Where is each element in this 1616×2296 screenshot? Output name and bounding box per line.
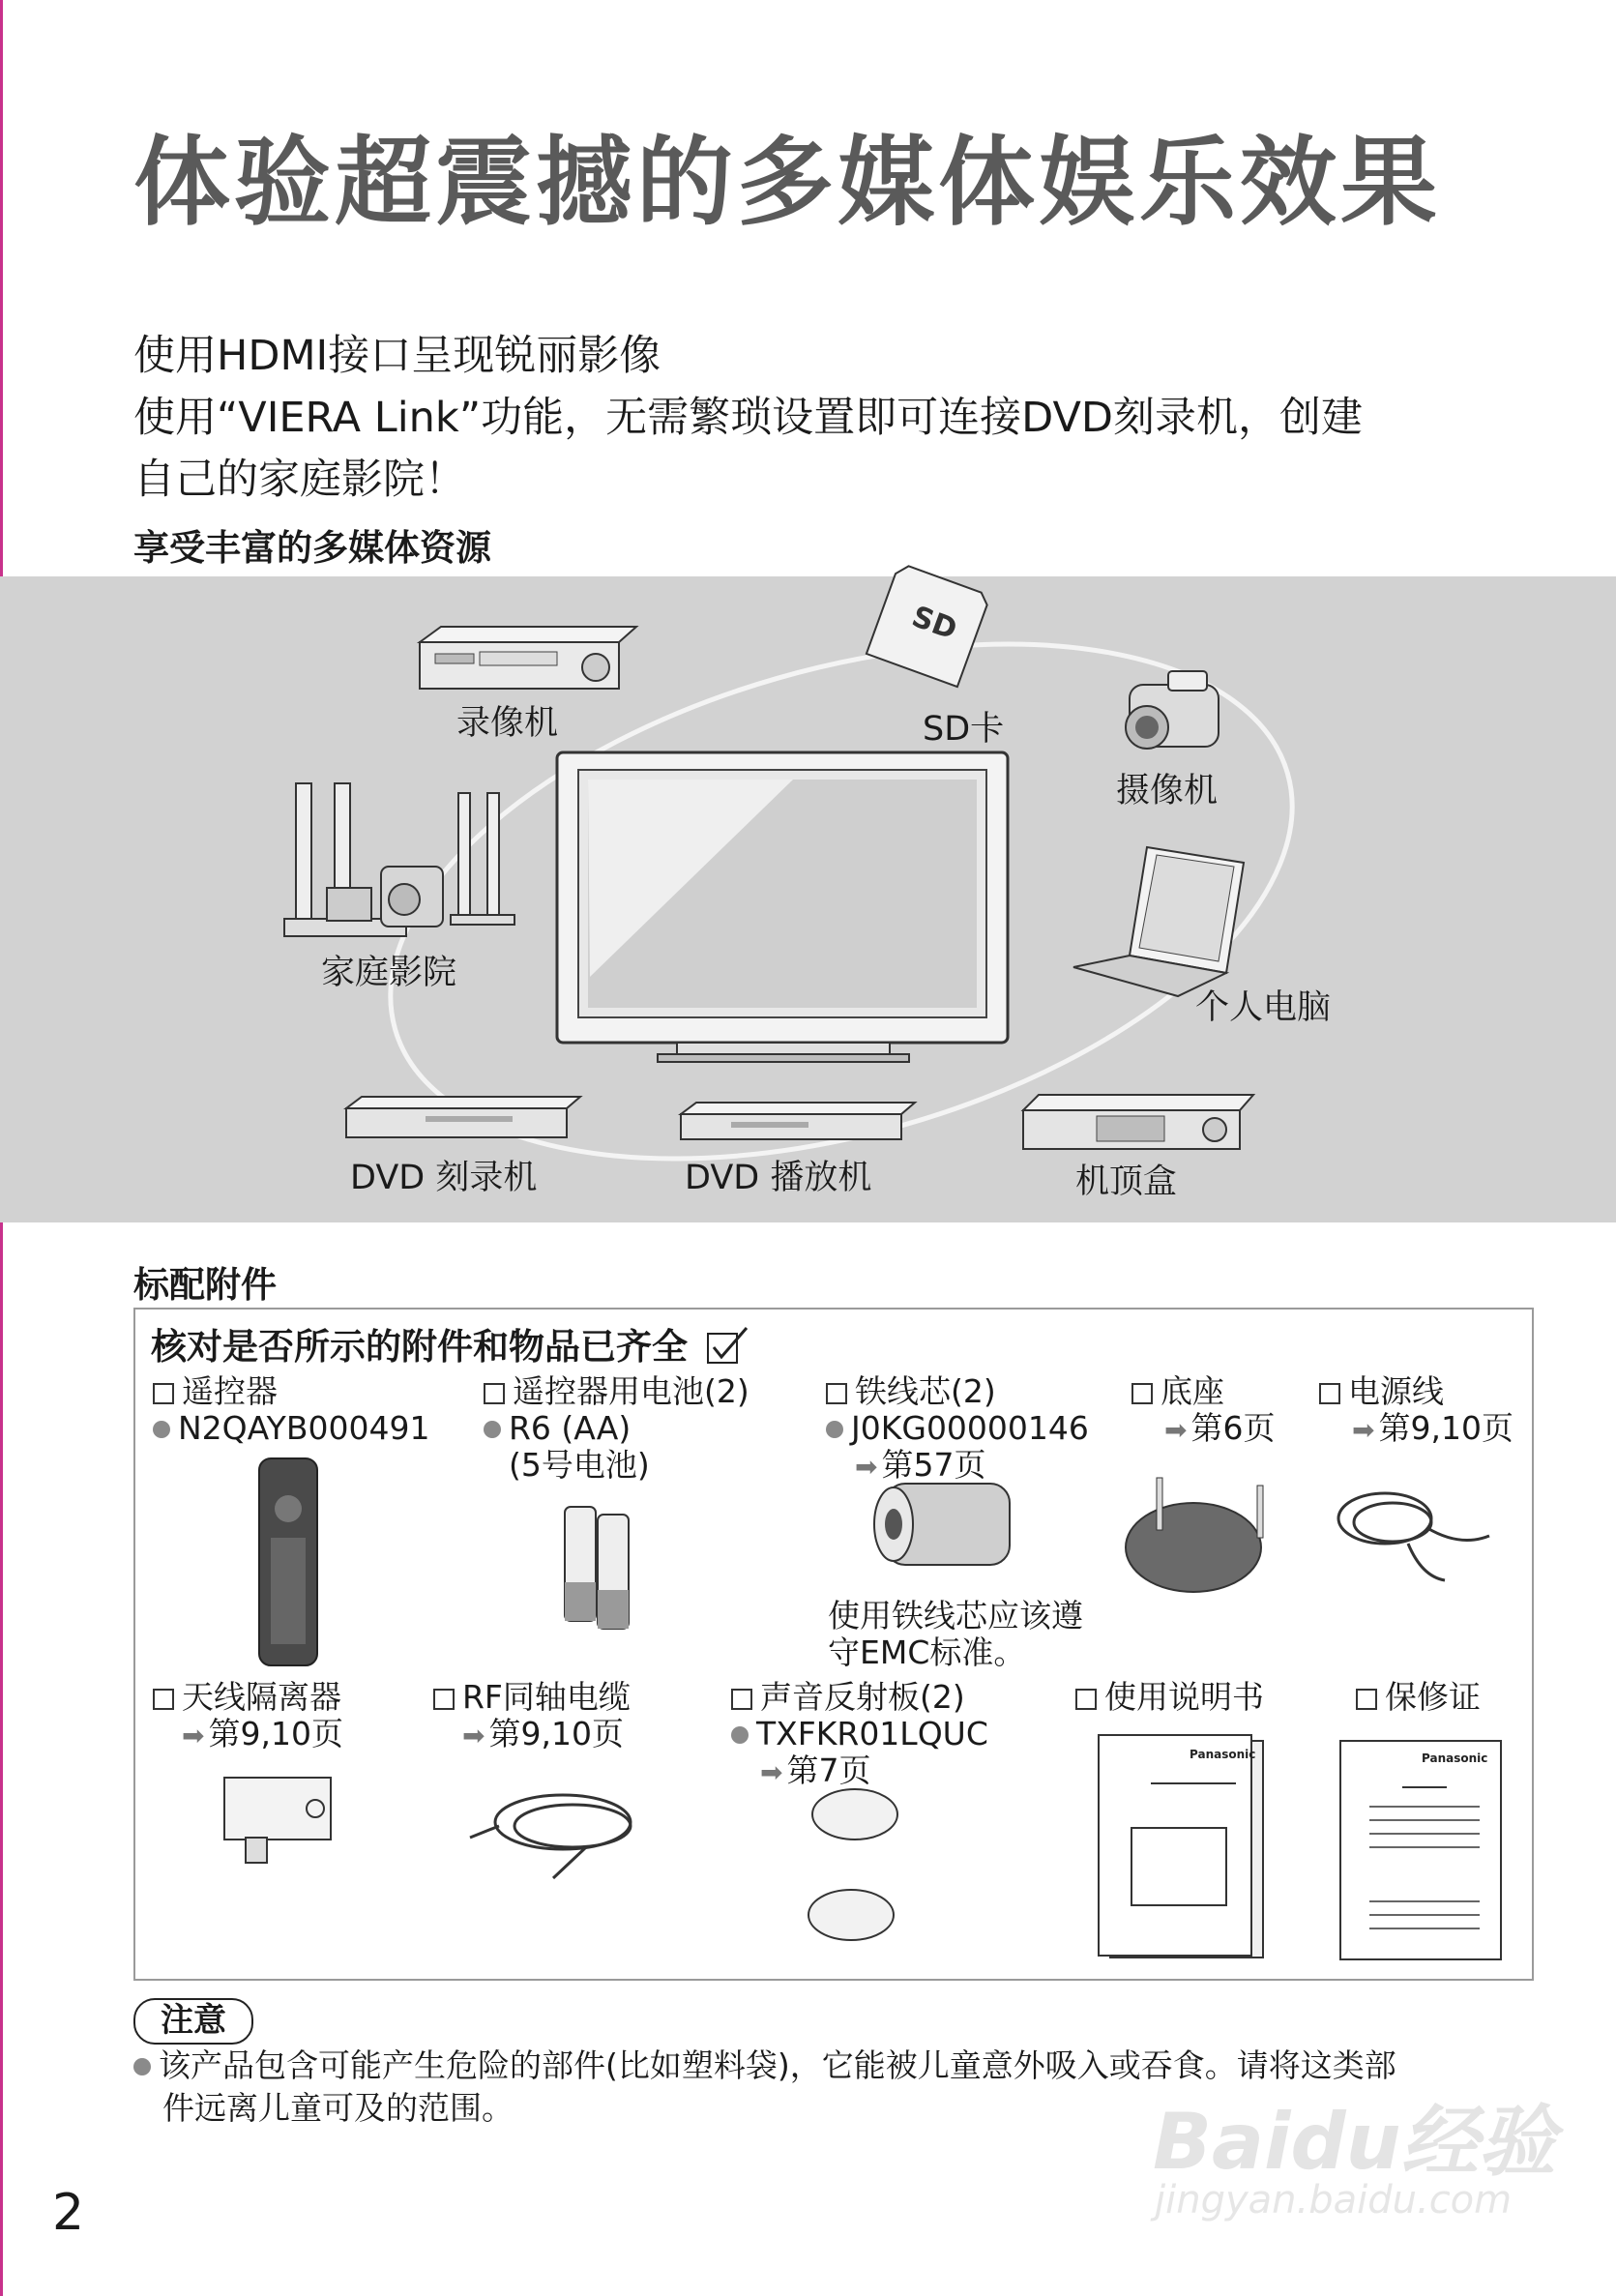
warranty-illustration [1340, 1741, 1501, 1959]
ferrite-core-illustration [874, 1484, 1010, 1565]
caution-line: 件远离儿童可及的范围。 [162, 2089, 514, 2127]
check-title-text: 核对是否所示的附件和物品已齐全 [151, 1326, 688, 1368]
label-home-theater: 家庭影院 [321, 954, 457, 992]
ferrite-note-line: 使用铁线芯应该遵 [828, 1597, 1083, 1634]
power-cord-illustration [1338, 1493, 1489, 1580]
caution-line: 该产品包含可能产生危险的部件(比如塑料袋)，它能被儿童意外吸入或吞食。请将这类部 [159, 2046, 1396, 2084]
item-ref: 第9,10页 [208, 1715, 343, 1752]
label-pc: 个人电脑 [1195, 988, 1332, 1027]
item-ref: 第6页 [1190, 1409, 1276, 1447]
label-camcorder: 摄像机 [1116, 772, 1219, 810]
label-vcr: 录像机 [456, 704, 559, 743]
item-code: TXFKR01LQUC [756, 1715, 988, 1752]
manual-illustration [1099, 1735, 1263, 1957]
intro-line: 使用“VIERA Link”功能，无需繁琐设置即可连接DVD刻录机，创建 [133, 394, 1363, 442]
item-name: 遥控器用电池(2) [513, 1372, 749, 1410]
rf-cable-illustration [470, 1795, 631, 1878]
accessories-heading: 标配附件 [133, 1264, 277, 1306]
page-title: 体验超震撼的多媒体娱乐效果 [133, 126, 1441, 239]
item-ref: 第7页 [786, 1751, 871, 1789]
label-sd-card: SD卡 [923, 710, 1005, 749]
isolator-illustration [224, 1778, 331, 1863]
media-heading: 享受丰富的多媒体资源 [133, 527, 491, 569]
item-ref: 第9,10页 [1378, 1409, 1513, 1447]
warranty-brand-text: Panasonic [1422, 1751, 1488, 1765]
arrow-icon: ➡ [182, 1720, 205, 1751]
arrow-icon: ➡ [760, 1756, 783, 1788]
arrow-icon: ➡ [462, 1720, 485, 1751]
item-name: 天线隔离器 [182, 1678, 341, 1716]
ferrite-note-line: 守EMC标准。 [828, 1634, 1026, 1671]
bullet-icon [133, 2058, 151, 2075]
arrow-icon: ➡ [1352, 1414, 1375, 1446]
item-name: 铁线芯(2) [855, 1372, 996, 1410]
item-ref: 第57页 [881, 1446, 986, 1484]
item-code: R6 (AA) [509, 1409, 632, 1447]
item-code: J0KG00000146 [851, 1409, 1089, 1447]
item-ref: 第9,10页 [488, 1715, 624, 1752]
label-dvd-player: DVD 播放机 [685, 1159, 872, 1197]
item-name: 遥控器 [182, 1372, 278, 1410]
intro-line: 自己的家庭影院！ [133, 456, 466, 504]
item-name: 底座 [1161, 1372, 1224, 1410]
item-name: 保修证 [1385, 1678, 1481, 1716]
caution-badge: 注意 [133, 1998, 253, 2045]
watermark-url: jingyan.baidu.com [1155, 2178, 1513, 2222]
pedestal-illustration [1126, 1478, 1263, 1592]
item-sub: (5号电池) [509, 1446, 650, 1484]
intro-line: 使用HDMI接口呈现锐丽影像 [133, 332, 661, 380]
manual-brand-text: Panasonic [1190, 1748, 1256, 1761]
arrow-icon: ➡ [855, 1451, 878, 1483]
arrow-icon: ➡ [1164, 1414, 1188, 1446]
batteries-illustration [565, 1507, 629, 1629]
svg-text:SD: SD [907, 600, 961, 647]
reflector-illustration [808, 1789, 897, 1940]
remote-illustration [259, 1458, 317, 1665]
item-name: RF同轴电缆 [462, 1678, 631, 1716]
item-name: 声音反射板(2) [760, 1678, 965, 1716]
item-name: 使用说明书 [1104, 1678, 1264, 1716]
watermark-logo: Baidu经验 [1153, 2097, 1556, 2187]
label-settop-box: 机顶盒 [1075, 1163, 1178, 1201]
page-number: 2 [52, 2184, 85, 2242]
label-dvd-recorder: DVD 刻录机 [350, 1159, 538, 1197]
item-name: 电源线 [1348, 1372, 1444, 1410]
item-code: N2QAYB000491 [178, 1409, 430, 1447]
